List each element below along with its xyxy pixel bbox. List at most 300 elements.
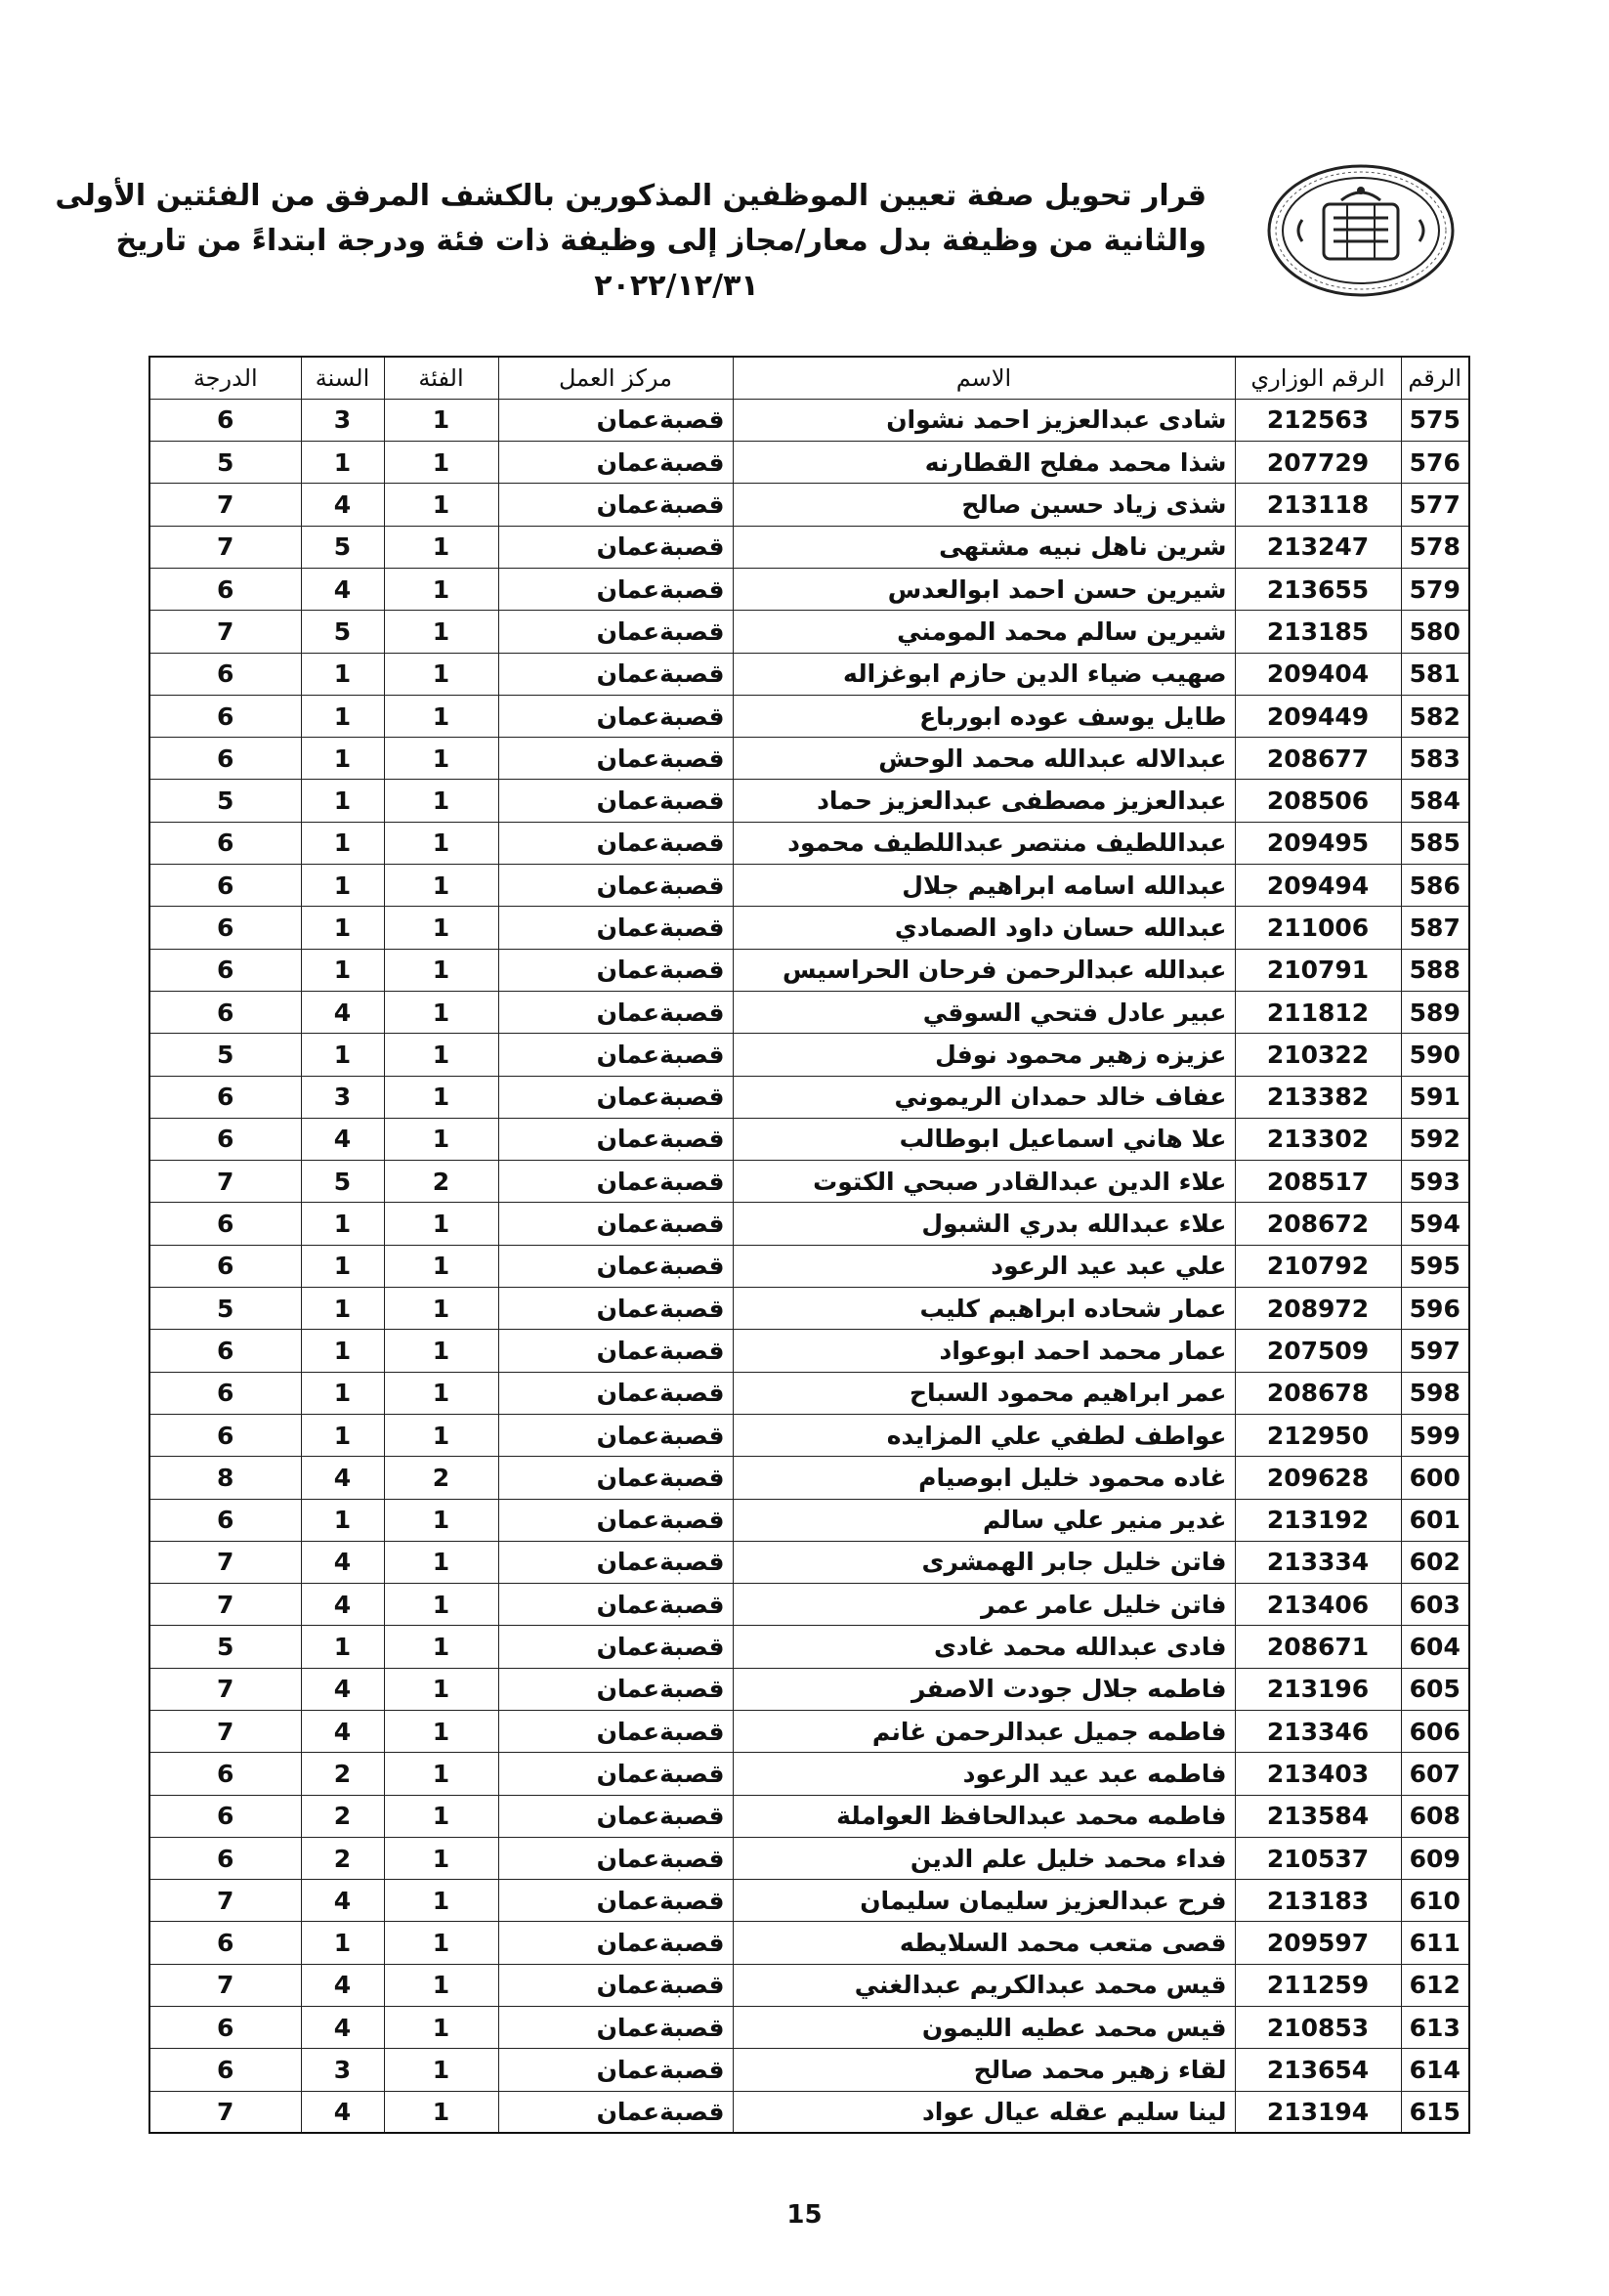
cell-category: 1 (384, 1203, 498, 1245)
cell-name: شرين ناهل نبيه مشتهى (733, 526, 1235, 568)
cell-ministry-id: 213194 (1235, 2091, 1401, 2133)
cell-ministry-id: 208517 (1235, 1161, 1401, 1203)
cell-work-center: قصبةعمان (498, 611, 733, 653)
cell-work-center: قصبةعمان (498, 1457, 733, 1499)
cell-name: عفاف خالد حمدان الريموني (733, 1076, 1235, 1118)
cell-work-center: قصبةعمان (498, 653, 733, 695)
cell-category: 1 (384, 526, 498, 568)
cell-ministry-id: 207509 (1235, 1330, 1401, 1372)
cell-category: 1 (384, 568, 498, 610)
cell-category: 1 (384, 653, 498, 695)
cell-num: 598 (1401, 1372, 1469, 1414)
cell-ministry-id: 208677 (1235, 738, 1401, 780)
cell-ministry-id: 208672 (1235, 1203, 1401, 1245)
header-work-center: مركز العمل (498, 357, 733, 399)
cell-work-center: قصبةعمان (498, 1668, 733, 1710)
cell-ministry-id: 209404 (1235, 653, 1401, 695)
cell-grade: 6 (149, 907, 301, 949)
cell-grade: 5 (149, 1034, 301, 1076)
cell-category: 2 (384, 1457, 498, 1499)
cell-ministry-id: 211006 (1235, 907, 1401, 949)
cell-category: 1 (384, 780, 498, 822)
table-row (149, 1288, 1469, 1330)
cell-grade: 6 (149, 865, 301, 907)
cell-year: 1 (301, 1245, 384, 1287)
cell-work-center: قصبةعمان (498, 399, 733, 441)
cell-work-center: قصبةعمان (498, 1584, 733, 1626)
cell-ministry-id: 210792 (1235, 1245, 1401, 1287)
cell-year: 1 (301, 1034, 384, 1076)
table-row (149, 2007, 1469, 2049)
cell-work-center: قصبةعمان (498, 1372, 733, 1414)
cell-year: 4 (301, 1118, 384, 1160)
cell-num: 613 (1401, 2007, 1469, 2049)
table-row (149, 1118, 1469, 1160)
cell-grade: 6 (149, 653, 301, 695)
table-row (149, 1711, 1469, 1753)
cell-category: 1 (384, 949, 498, 991)
cell-year: 1 (301, 1203, 384, 1245)
cell-ministry-id: 207729 (1235, 442, 1401, 484)
employees-table (148, 356, 1470, 2134)
title-line-1: قرار تحويل صفة تعيين الموظفين المذكورين بالكشف المرفق من الفئتين الأولى (55, 179, 1207, 213)
cell-num: 596 (1401, 1288, 1469, 1330)
table-header-row (149, 357, 1469, 399)
cell-year: 2 (301, 1753, 384, 1795)
cell-year: 1 (301, 1330, 384, 1372)
cell-ministry-id: 210537 (1235, 1837, 1401, 1879)
cell-work-center: قصبةعمان (498, 1753, 733, 1795)
cell-year: 1 (301, 738, 384, 780)
cell-num: 610 (1401, 1880, 1469, 1922)
cell-num: 602 (1401, 1541, 1469, 1583)
header-num: الرقم (1401, 357, 1469, 399)
cell-work-center: قصبةعمان (498, 526, 733, 568)
cell-ministry-id: 213118 (1235, 484, 1401, 526)
table-row (149, 991, 1469, 1033)
cell-year: 1 (301, 780, 384, 822)
cell-ministry-id: 211259 (1235, 1964, 1401, 2006)
cell-grade: 6 (149, 1499, 301, 1541)
table-row (149, 1330, 1469, 1372)
cell-ministry-id: 213584 (1235, 1795, 1401, 1837)
cell-grade: 6 (149, 1837, 301, 1879)
cell-work-center: قصبةعمان (498, 1118, 733, 1160)
cell-grade: 6 (149, 949, 301, 991)
cell-grade: 7 (149, 1964, 301, 2006)
cell-ministry-id: 213302 (1235, 1118, 1401, 1160)
cell-grade: 6 (149, 1795, 301, 1837)
table-row (149, 865, 1469, 907)
table-row (149, 949, 1469, 991)
cell-year: 4 (301, 1668, 384, 1710)
cell-category: 1 (384, 442, 498, 484)
table-row (149, 1457, 1469, 1499)
cell-grade: 6 (149, 2049, 301, 2091)
cell-name: عمار محمد احمد ابوعواد (733, 1330, 1235, 1372)
cell-category: 1 (384, 1964, 498, 2006)
cell-work-center: قصبةعمان (498, 568, 733, 610)
cell-name: قصى متعب محمد السلايطه (733, 1922, 1235, 1964)
cell-year: 1 (301, 653, 384, 695)
cell-num: 604 (1401, 1626, 1469, 1668)
cell-ministry-id: 210853 (1235, 2007, 1401, 2049)
cell-ministry-id: 213382 (1235, 1076, 1401, 1118)
cell-num: 603 (1401, 1584, 1469, 1626)
table-row (149, 1245, 1469, 1287)
cell-year: 4 (301, 2091, 384, 2133)
cell-work-center: قصبةعمان (498, 1626, 733, 1668)
cell-year: 5 (301, 611, 384, 653)
cell-grade: 7 (149, 1668, 301, 1710)
cell-grade: 6 (149, 1118, 301, 1160)
cell-year: 4 (301, 991, 384, 1033)
cell-category: 1 (384, 1330, 498, 1372)
cell-name: قيس محمد عطيه الليمون (733, 2007, 1235, 2049)
header-category: الفئة (384, 357, 498, 399)
cell-name: شيرين حسن احمد ابوالعدس (733, 568, 1235, 610)
cell-work-center: قصبةعمان (498, 1076, 733, 1118)
cell-work-center: قصبةعمان (498, 1288, 733, 1330)
cell-name: فاطمه محمد عبدالحافظ العواملة (733, 1795, 1235, 1837)
cell-ministry-id: 208678 (1235, 1372, 1401, 1414)
cell-num: 576 (1401, 442, 1469, 484)
table-row (149, 695, 1469, 737)
employees-table-container (148, 356, 1468, 2134)
cell-category: 1 (384, 399, 498, 441)
cell-work-center: قصبةعمان (498, 1541, 733, 1583)
cell-ministry-id: 213346 (1235, 1711, 1401, 1753)
cell-num: 585 (1401, 822, 1469, 864)
cell-ministry-id: 208972 (1235, 1288, 1401, 1330)
cell-ministry-id: 213654 (1235, 2049, 1401, 2091)
cell-num: 608 (1401, 1795, 1469, 1837)
table-row (149, 907, 1469, 949)
cell-num: 579 (1401, 568, 1469, 610)
cell-num: 595 (1401, 1245, 1469, 1287)
cell-name: شادى عبدالعزيز احمد نشوان (733, 399, 1235, 441)
effective-date: ٢٠٢٢/١٢/٣١ (594, 269, 759, 303)
cell-category: 1 (384, 1034, 498, 1076)
cell-year: 1 (301, 442, 384, 484)
cell-category: 1 (384, 1288, 498, 1330)
cell-grade: 7 (149, 484, 301, 526)
cell-grade: 7 (149, 1880, 301, 1922)
cell-work-center: قصبةعمان (498, 695, 733, 737)
cell-num: 584 (1401, 780, 1469, 822)
cell-num: 575 (1401, 399, 1469, 441)
table-row (149, 1668, 1469, 1710)
cell-category: 1 (384, 1372, 498, 1414)
table-row (149, 1541, 1469, 1583)
cell-num: 592 (1401, 1118, 1469, 1160)
table-row (149, 526, 1469, 568)
cell-work-center: قصبةعمان (498, 822, 733, 864)
cell-work-center: قصبةعمان (498, 2007, 733, 2049)
cell-grade: 6 (149, 822, 301, 864)
cell-ministry-id: 209449 (1235, 695, 1401, 737)
cell-name: عبير عادل فتحي السوقي (733, 991, 1235, 1033)
cell-year: 1 (301, 1499, 384, 1541)
cell-ministry-id: 211812 (1235, 991, 1401, 1033)
table-row (149, 653, 1469, 695)
cell-num: 615 (1401, 2091, 1469, 2133)
header-grade: الدرجة (149, 357, 301, 399)
table-row (149, 1626, 1469, 1668)
cell-num: 609 (1401, 1837, 1469, 1879)
table-row (149, 1161, 1469, 1203)
cell-grade: 7 (149, 1541, 301, 1583)
cell-name: فاطمه جلال جودت الاصفر (733, 1668, 1235, 1710)
cell-work-center: قصبةعمان (498, 865, 733, 907)
cell-num: 587 (1401, 907, 1469, 949)
cell-ministry-id: 210322 (1235, 1034, 1401, 1076)
table-row (149, 484, 1469, 526)
cell-year: 1 (301, 865, 384, 907)
cell-ministry-id: 209495 (1235, 822, 1401, 864)
cell-ministry-id: 209494 (1235, 865, 1401, 907)
cell-num: 614 (1401, 2049, 1469, 2091)
cell-name: عبدالله حسان داود الصمادي (733, 907, 1235, 949)
cell-category: 1 (384, 1711, 498, 1753)
cell-num: 612 (1401, 1964, 1469, 2006)
cell-year: 4 (301, 1711, 384, 1753)
cell-year: 1 (301, 1288, 384, 1330)
cell-work-center: قصبةعمان (498, 1922, 733, 1964)
cell-num: 578 (1401, 526, 1469, 568)
table-row (149, 1880, 1469, 1922)
cell-category: 1 (384, 1626, 498, 1668)
cell-category: 1 (384, 1245, 498, 1287)
cell-year: 3 (301, 399, 384, 441)
title-line-2: والثانية من وظيفة بدل معار/مجاز إلى وظيفة ذات فئة ودرجة ابتداءً من تاريخ (115, 224, 1207, 258)
cell-name: فرح عبدالعزيز سليمان سليمان (733, 1880, 1235, 1922)
cell-ministry-id: 213185 (1235, 611, 1401, 653)
cell-category: 1 (384, 1753, 498, 1795)
table-row (149, 1076, 1469, 1118)
table-row (149, 568, 1469, 610)
cell-category: 1 (384, 738, 498, 780)
cell-ministry-id: 213403 (1235, 1753, 1401, 1795)
cell-name: عبداللطيف منتصر عبداللطيف محمود (733, 822, 1235, 864)
cell-work-center: قصبةعمان (498, 1880, 733, 1922)
table-row (149, 442, 1469, 484)
header-year: السنة (301, 357, 384, 399)
table-row (149, 399, 1469, 441)
cell-year: 4 (301, 568, 384, 610)
cell-category: 1 (384, 1837, 498, 1879)
cell-grade: 6 (149, 1203, 301, 1245)
cell-work-center: قصبةعمان (498, 991, 733, 1033)
cell-ministry-id: 213334 (1235, 1541, 1401, 1583)
cell-year: 4 (301, 1457, 384, 1499)
cell-year: 1 (301, 695, 384, 737)
cell-name: عواطف لطفي علي المزايده (733, 1414, 1235, 1456)
cell-work-center: قصبةعمان (498, 484, 733, 526)
cell-num: 590 (1401, 1034, 1469, 1076)
cell-work-center: قصبةعمان (498, 1203, 733, 1245)
cell-work-center: قصبةعمان (498, 1964, 733, 2006)
cell-year: 5 (301, 1161, 384, 1203)
table-body (149, 399, 1469, 2133)
cell-grade: 6 (149, 2007, 301, 2049)
cell-num: 597 (1401, 1330, 1469, 1372)
cell-ministry-id: 209597 (1235, 1922, 1401, 1964)
cell-name: لينا سليم عقله عيال عواد (733, 2091, 1235, 2133)
cell-num: 581 (1401, 653, 1469, 695)
cell-category: 1 (384, 1922, 498, 1964)
cell-work-center: قصبةعمان (498, 1330, 733, 1372)
cell-grade: 5 (149, 780, 301, 822)
cell-grade: 6 (149, 1922, 301, 1964)
cell-num: 589 (1401, 991, 1469, 1033)
cell-work-center: قصبةعمان (498, 2049, 733, 2091)
cell-ministry-id: 213406 (1235, 1584, 1401, 1626)
cell-grade: 6 (149, 1372, 301, 1414)
cell-num: 605 (1401, 1668, 1469, 1710)
header-name: الاسم (733, 357, 1235, 399)
cell-ministry-id: 208506 (1235, 780, 1401, 822)
cell-ministry-id: 213196 (1235, 1668, 1401, 1710)
cell-ministry-id: 213655 (1235, 568, 1401, 610)
table-row (149, 822, 1469, 864)
cell-year: 4 (301, 484, 384, 526)
cell-category: 1 (384, 1668, 498, 1710)
cell-grade: 6 (149, 991, 301, 1033)
cell-grade: 7 (149, 1584, 301, 1626)
cell-work-center: قصبةعمان (498, 1034, 733, 1076)
cell-work-center: قصبةعمان (498, 442, 733, 484)
ministry-seal-logo (1263, 161, 1459, 300)
cell-num: 600 (1401, 1457, 1469, 1499)
cell-num: 580 (1401, 611, 1469, 653)
cell-year: 3 (301, 1076, 384, 1118)
cell-name: علي عبد عيد الرعود (733, 1245, 1235, 1287)
cell-grade: 6 (149, 695, 301, 737)
table-row (149, 1753, 1469, 1795)
cell-grade: 7 (149, 2091, 301, 2133)
cell-name: عبدالاله عبدالله محمد الوحش (733, 738, 1235, 780)
cell-year: 2 (301, 1837, 384, 1879)
cell-category: 1 (384, 2049, 498, 2091)
cell-name: عبدالعزيز مصطفى عبدالعزيز حماد (733, 780, 1235, 822)
cell-ministry-id: 209628 (1235, 1457, 1401, 1499)
cell-category: 1 (384, 1880, 498, 1922)
table-row (149, 1034, 1469, 1076)
table-row (149, 1372, 1469, 1414)
cell-grade: 5 (149, 1626, 301, 1668)
cell-grade: 6 (149, 1414, 301, 1456)
cell-num: 594 (1401, 1203, 1469, 1245)
cell-work-center: قصبةعمان (498, 738, 733, 780)
cell-num: 593 (1401, 1161, 1469, 1203)
cell-year: 4 (301, 1964, 384, 2006)
cell-year: 1 (301, 1372, 384, 1414)
cell-year: 4 (301, 2007, 384, 2049)
cell-name: علاء عبدالله بدري الشبول (733, 1203, 1235, 1245)
cell-ministry-id: 208671 (1235, 1626, 1401, 1668)
cell-category: 1 (384, 907, 498, 949)
cell-name: فاطمه جميل عبدالرحمن غانم (733, 1711, 1235, 1753)
cell-category: 1 (384, 2007, 498, 2049)
cell-category: 1 (384, 695, 498, 737)
cell-name: فاتن خليل عامر عمر (733, 1584, 1235, 1626)
cell-category: 1 (384, 1118, 498, 1160)
cell-year: 4 (301, 1880, 384, 1922)
table-row (149, 1584, 1469, 1626)
cell-grade: 6 (149, 738, 301, 780)
cell-grade: 8 (149, 1457, 301, 1499)
cell-category: 1 (384, 822, 498, 864)
cell-name: عزيزه زهير محمود نوفل (733, 1034, 1235, 1076)
cell-name: عمار شحاده ابراهيم كليب (733, 1288, 1235, 1330)
cell-num: 577 (1401, 484, 1469, 526)
cell-category: 1 (384, 1795, 498, 1837)
cell-name: صهيب ضياء الدين حازم ابوغزاله (733, 653, 1235, 695)
cell-work-center: قصبةعمان (498, 1499, 733, 1541)
cell-name: فداء محمد خليل علم الدين (733, 1837, 1235, 1879)
cell-name: عبدالله عبدالرحمن فرحان الحراسيس (733, 949, 1235, 991)
cell-category: 2 (384, 1161, 498, 1203)
cell-name: فاتن خليل جابر الهمشرى (733, 1541, 1235, 1583)
cell-num: 588 (1401, 949, 1469, 991)
cell-num: 582 (1401, 695, 1469, 737)
cell-grade: 6 (149, 568, 301, 610)
cell-name: علا هاني اسماعيل ابوطالب (733, 1118, 1235, 1160)
cell-name: لقاء زهير محمد صالح (733, 2049, 1235, 2091)
cell-work-center: قصبةعمان (498, 1245, 733, 1287)
cell-category: 1 (384, 2091, 498, 2133)
cell-grade: 5 (149, 1288, 301, 1330)
cell-ministry-id: 213183 (1235, 1880, 1401, 1922)
cell-work-center: قصبةعمان (498, 1414, 733, 1456)
table-row (149, 2091, 1469, 2133)
cell-ministry-id: 212563 (1235, 399, 1401, 441)
cell-name: عمر ابراهيم محمود السباح (733, 1372, 1235, 1414)
cell-year: 1 (301, 822, 384, 864)
cell-year: 1 (301, 1414, 384, 1456)
cell-year: 1 (301, 907, 384, 949)
cell-num: 601 (1401, 1499, 1469, 1541)
cell-work-center: قصبةعمان (498, 2091, 733, 2133)
cell-category: 1 (384, 1076, 498, 1118)
cell-name: شذا محمد مفلح القطارنه (733, 442, 1235, 484)
cell-year: 2 (301, 1795, 384, 1837)
header-ministry-id: الرقم الوزاري (1235, 357, 1401, 399)
cell-category: 1 (384, 611, 498, 653)
page-number: 15 (786, 2200, 823, 2230)
cell-grade: 6 (149, 1330, 301, 1372)
cell-name: فاطمه عبد عيد الرعود (733, 1753, 1235, 1795)
cell-work-center: قصبةعمان (498, 780, 733, 822)
table-row (149, 611, 1469, 653)
cell-category: 1 (384, 484, 498, 526)
cell-grade: 7 (149, 611, 301, 653)
cell-year: 1 (301, 1626, 384, 1668)
table-row (149, 780, 1469, 822)
cell-grade: 7 (149, 526, 301, 568)
cell-name: غاده محمود خليل ابوصيام (733, 1457, 1235, 1499)
cell-year: 3 (301, 2049, 384, 2091)
cell-name: علاء الدين عبدالقادر صبحي الكتوت (733, 1161, 1235, 1203)
cell-year: 1 (301, 1922, 384, 1964)
cell-name: شيرين سالم محمد المومني (733, 611, 1235, 653)
table-row (149, 1964, 1469, 2006)
cell-name: غدير منير علي سالم (733, 1499, 1235, 1541)
cell-year: 4 (301, 1584, 384, 1626)
cell-work-center: قصبةعمان (498, 1837, 733, 1879)
table-row (149, 1499, 1469, 1541)
